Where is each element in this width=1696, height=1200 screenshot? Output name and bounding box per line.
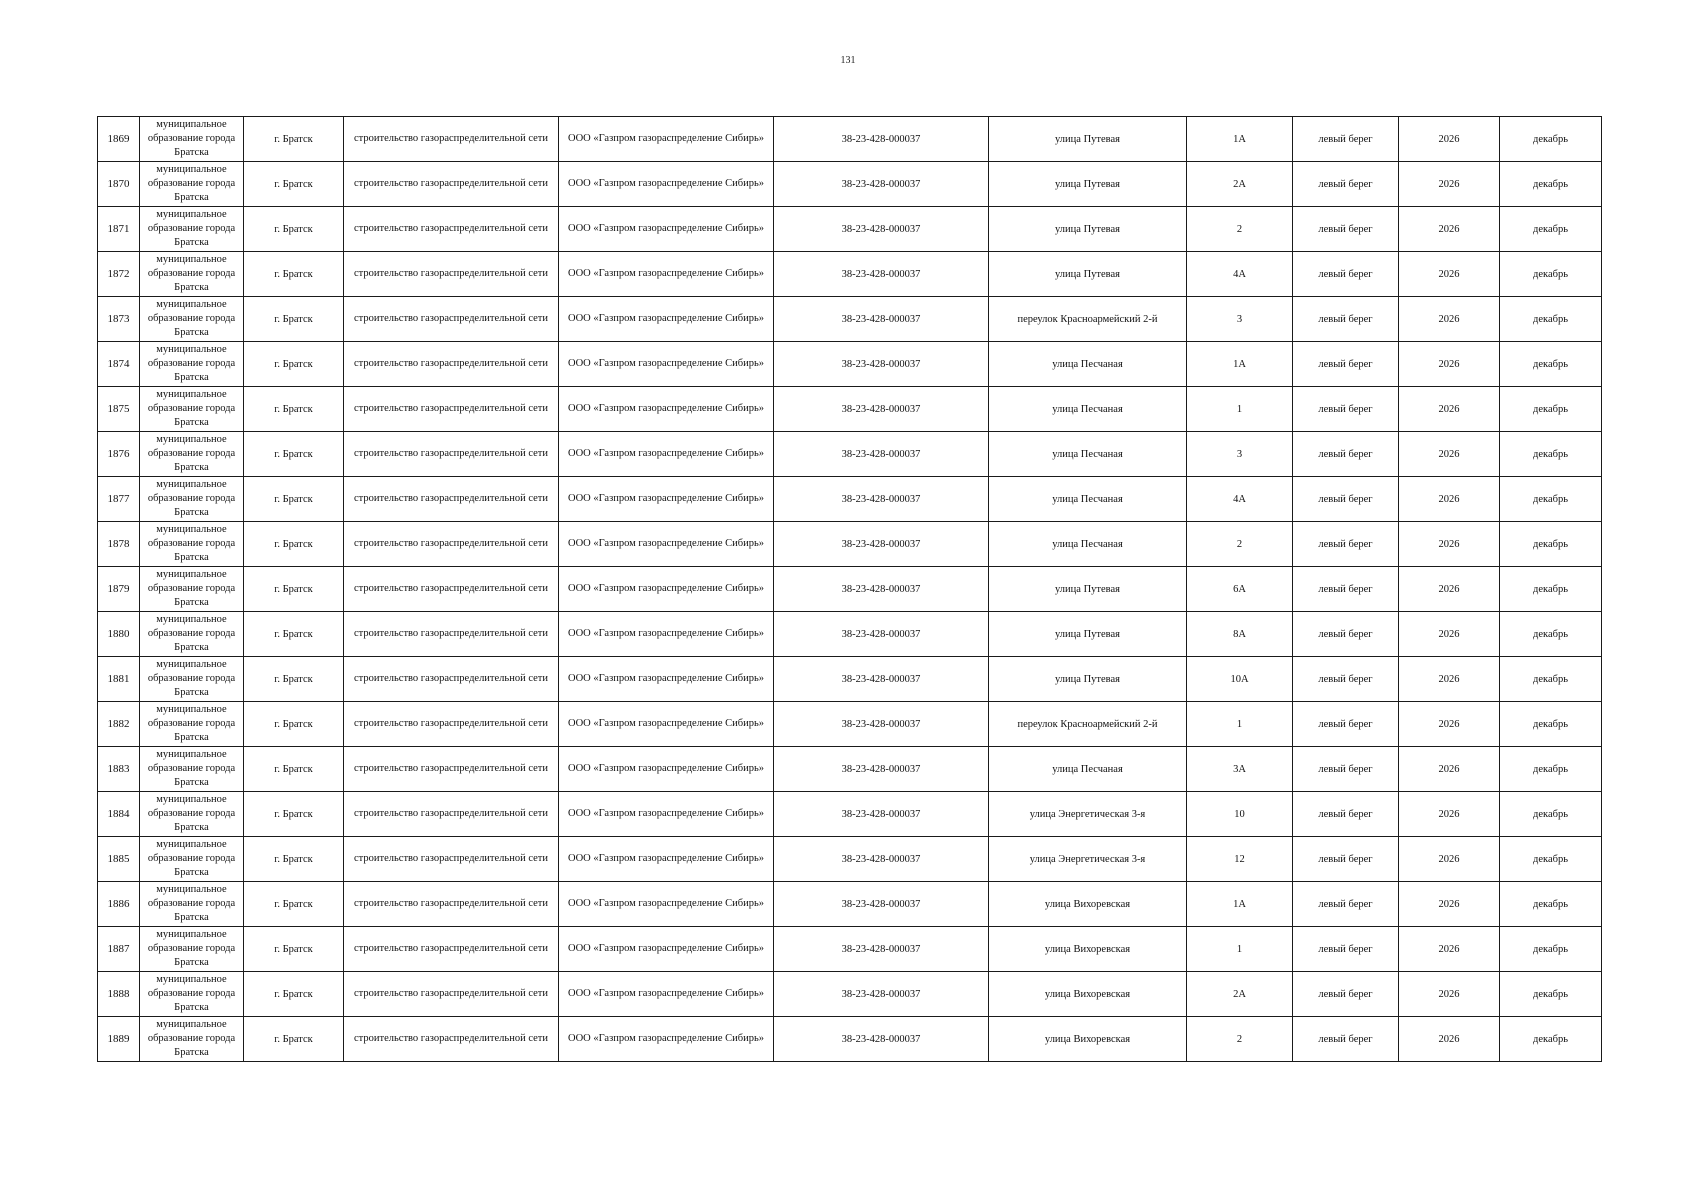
street-cell: улица Вихоревская <box>989 882 1187 927</box>
table-row <box>98 342 1602 387</box>
table-row <box>98 162 1602 207</box>
municipality-cell: муниципальное образование города Братска <box>140 522 244 567</box>
organization-cell: ООО «Газпром газораспределение Сибирь» <box>559 297 774 342</box>
river-bank-cell: левый берег <box>1293 117 1399 162</box>
organization-cell: ООО «Газпром газораспределение Сибирь» <box>559 657 774 702</box>
municipality-cell: муниципальное образование города Братска <box>140 837 244 882</box>
object-code-cell: 38-23-428-000037 <box>774 432 989 477</box>
row-number: 1870 <box>98 162 140 207</box>
gas-network-table <box>97 116 1602 1062</box>
month-cell: декабрь <box>1500 477 1602 522</box>
street-cell: переулок Красноармейский 2-й <box>989 702 1187 747</box>
municipality-cell: муниципальное образование города Братска <box>140 117 244 162</box>
year-cell: 2026 <box>1399 477 1500 522</box>
house-number-cell: 3А <box>1187 747 1293 792</box>
municipality-cell: муниципальное образование города Братска <box>140 1017 244 1062</box>
organization-cell: ООО «Газпром газораспределение Сибирь» <box>559 1017 774 1062</box>
row-number: 1880 <box>98 612 140 657</box>
street-cell: улица Путевая <box>989 162 1187 207</box>
street-cell: улица Песчаная <box>989 342 1187 387</box>
object-code-cell: 38-23-428-000037 <box>774 882 989 927</box>
year-cell: 2026 <box>1399 657 1500 702</box>
city-cell: г. Братск <box>244 477 344 522</box>
row-number: 1873 <box>98 297 140 342</box>
organization-cell: ООО «Газпром газораспределение Сибирь» <box>559 387 774 432</box>
river-bank-cell: левый берег <box>1293 162 1399 207</box>
object-code-cell: 38-23-428-000037 <box>774 702 989 747</box>
street-cell: улица Энергетическая 3-я <box>989 792 1187 837</box>
object-code-cell: 38-23-428-000037 <box>774 387 989 432</box>
work-type-cell: строительство газораспределительной сети <box>344 972 559 1017</box>
municipality-cell: муниципальное образование города Братска <box>140 792 244 837</box>
work-type-cell: строительство газораспределительной сети <box>344 837 559 882</box>
work-type-cell: строительство газораспределительной сети <box>344 252 559 297</box>
organization-cell: ООО «Газпром газораспределение Сибирь» <box>559 837 774 882</box>
year-cell: 2026 <box>1399 567 1500 612</box>
year-cell: 2026 <box>1399 792 1500 837</box>
year-cell: 2026 <box>1399 252 1500 297</box>
table-row <box>98 477 1602 522</box>
organization-cell: ООО «Газпром газораспределение Сибирь» <box>559 477 774 522</box>
organization-cell: ООО «Газпром газораспределение Сибирь» <box>559 342 774 387</box>
work-type-cell: строительство газораспределительной сети <box>344 342 559 387</box>
year-cell: 2026 <box>1399 747 1500 792</box>
street-cell: улица Вихоревская <box>989 1017 1187 1062</box>
organization-cell: ООО «Газпром газораспределение Сибирь» <box>559 567 774 612</box>
house-number-cell: 2А <box>1187 972 1293 1017</box>
year-cell: 2026 <box>1399 387 1500 432</box>
city-cell: г. Братск <box>244 792 344 837</box>
table-row <box>98 657 1602 702</box>
year-cell: 2026 <box>1399 882 1500 927</box>
organization-cell: ООО «Газпром газораспределение Сибирь» <box>559 972 774 1017</box>
city-cell: г. Братск <box>244 837 344 882</box>
city-cell: г. Братск <box>244 702 344 747</box>
house-number-cell: 4А <box>1187 477 1293 522</box>
table-row <box>98 252 1602 297</box>
house-number-cell: 1 <box>1187 702 1293 747</box>
table-row <box>98 117 1602 162</box>
table-row <box>98 297 1602 342</box>
object-code-cell: 38-23-428-000037 <box>774 297 989 342</box>
organization-cell: ООО «Газпром газораспределение Сибирь» <box>559 927 774 972</box>
work-type-cell: строительство газораспределительной сети <box>344 117 559 162</box>
work-type-cell: строительство газораспределительной сети <box>344 567 559 612</box>
river-bank-cell: левый берег <box>1293 612 1399 657</box>
year-cell: 2026 <box>1399 297 1500 342</box>
page-number: 131 <box>840 55 856 66</box>
object-code-cell: 38-23-428-000037 <box>774 207 989 252</box>
table-row <box>98 972 1602 1017</box>
house-number-cell: 2 <box>1187 207 1293 252</box>
month-cell: декабрь <box>1500 837 1602 882</box>
river-bank-cell: левый берег <box>1293 522 1399 567</box>
row-number: 1879 <box>98 567 140 612</box>
month-cell: декабрь <box>1500 972 1602 1017</box>
work-type-cell: строительство газораспределительной сети <box>344 297 559 342</box>
municipality-cell: муниципальное образование города Братска <box>140 477 244 522</box>
month-cell: декабрь <box>1500 432 1602 477</box>
object-code-cell: 38-23-428-000037 <box>774 522 989 567</box>
month-cell: декабрь <box>1500 342 1602 387</box>
municipality-cell: муниципальное образование города Братска <box>140 342 244 387</box>
work-type-cell: строительство газораспределительной сети <box>344 657 559 702</box>
house-number-cell: 1 <box>1187 387 1293 432</box>
house-number-cell: 1А <box>1187 117 1293 162</box>
street-cell: улица Путевая <box>989 117 1187 162</box>
street-cell: улица Путевая <box>989 207 1187 252</box>
municipality-cell: муниципальное образование города Братска <box>140 207 244 252</box>
year-cell: 2026 <box>1399 612 1500 657</box>
object-code-cell: 38-23-428-000037 <box>774 477 989 522</box>
house-number-cell: 10А <box>1187 657 1293 702</box>
row-number: 1871 <box>98 207 140 252</box>
object-code-cell: 38-23-428-000037 <box>774 657 989 702</box>
year-cell: 2026 <box>1399 207 1500 252</box>
street-cell: улица Путевая <box>989 612 1187 657</box>
work-type-cell: строительство газораспределительной сети <box>344 432 559 477</box>
work-type-cell: строительство газораспределительной сети <box>344 882 559 927</box>
house-number-cell: 12 <box>1187 837 1293 882</box>
work-type-cell: строительство газораспределительной сети <box>344 612 559 657</box>
municipality-cell: муниципальное образование города Братска <box>140 702 244 747</box>
city-cell: г. Братск <box>244 432 344 477</box>
city-cell: г. Братск <box>244 252 344 297</box>
month-cell: декабрь <box>1500 252 1602 297</box>
city-cell: г. Братск <box>244 567 344 612</box>
organization-cell: ООО «Газпром газораспределение Сибирь» <box>559 162 774 207</box>
organization-cell: ООО «Газпром газораспределение Сибирь» <box>559 432 774 477</box>
city-cell: г. Братск <box>244 297 344 342</box>
street-cell: улица Путевая <box>989 657 1187 702</box>
city-cell: г. Братск <box>244 972 344 1017</box>
river-bank-cell: левый берег <box>1293 342 1399 387</box>
house-number-cell: 2А <box>1187 162 1293 207</box>
street-cell: улица Песчаная <box>989 477 1187 522</box>
work-type-cell: строительство газораспределительной сети <box>344 207 559 252</box>
municipality-cell: муниципальное образование города Братска <box>140 927 244 972</box>
month-cell: декабрь <box>1500 297 1602 342</box>
city-cell: г. Братск <box>244 747 344 792</box>
city-cell: г. Братск <box>244 657 344 702</box>
river-bank-cell: левый берег <box>1293 1017 1399 1062</box>
river-bank-cell: левый берег <box>1293 567 1399 612</box>
object-code-cell: 38-23-428-000037 <box>774 612 989 657</box>
month-cell: декабрь <box>1500 1017 1602 1062</box>
organization-cell: ООО «Газпром газораспределение Сибирь» <box>559 207 774 252</box>
table-row <box>98 792 1602 837</box>
municipality-cell: муниципальное образование города Братска <box>140 387 244 432</box>
row-number: 1875 <box>98 387 140 432</box>
table-row <box>98 747 1602 792</box>
river-bank-cell: левый берег <box>1293 297 1399 342</box>
river-bank-cell: левый берег <box>1293 702 1399 747</box>
street-cell: улица Песчаная <box>989 522 1187 567</box>
river-bank-cell: левый берег <box>1293 387 1399 432</box>
municipality-cell: муниципальное образование города Братска <box>140 747 244 792</box>
object-code-cell: 38-23-428-000037 <box>774 837 989 882</box>
row-number: 1886 <box>98 882 140 927</box>
year-cell: 2026 <box>1399 432 1500 477</box>
row-number: 1869 <box>98 117 140 162</box>
city-cell: г. Братск <box>244 1017 344 1062</box>
city-cell: г. Братск <box>244 522 344 567</box>
month-cell: декабрь <box>1500 612 1602 657</box>
work-type-cell: строительство газораспределительной сети <box>344 702 559 747</box>
municipality-cell: муниципальное образование города Братска <box>140 297 244 342</box>
table-row <box>98 207 1602 252</box>
month-cell: декабрь <box>1500 792 1602 837</box>
object-code-cell: 38-23-428-000037 <box>774 342 989 387</box>
object-code-cell: 38-23-428-000037 <box>774 1017 989 1062</box>
organization-cell: ООО «Газпром газораспределение Сибирь» <box>559 117 774 162</box>
river-bank-cell: левый берег <box>1293 837 1399 882</box>
table-row <box>98 387 1602 432</box>
house-number-cell: 2 <box>1187 1017 1293 1062</box>
house-number-cell: 10 <box>1187 792 1293 837</box>
work-type-cell: строительство газораспределительной сети <box>344 747 559 792</box>
row-number: 1884 <box>98 792 140 837</box>
municipality-cell: муниципальное образование города Братска <box>140 162 244 207</box>
municipality-cell: муниципальное образование города Братска <box>140 882 244 927</box>
house-number-cell: 1 <box>1187 927 1293 972</box>
municipality-cell: муниципальное образование города Братска <box>140 567 244 612</box>
river-bank-cell: левый берег <box>1293 432 1399 477</box>
month-cell: декабрь <box>1500 387 1602 432</box>
city-cell: г. Братск <box>244 342 344 387</box>
river-bank-cell: левый берег <box>1293 882 1399 927</box>
table-row <box>98 702 1602 747</box>
month-cell: декабрь <box>1500 522 1602 567</box>
work-type-cell: строительство газораспределительной сети <box>344 162 559 207</box>
work-type-cell: строительство газораспределительной сети <box>344 387 559 432</box>
house-number-cell: 3 <box>1187 297 1293 342</box>
object-code-cell: 38-23-428-000037 <box>774 252 989 297</box>
house-number-cell: 1А <box>1187 882 1293 927</box>
city-cell: г. Братск <box>244 882 344 927</box>
object-code-cell: 38-23-428-000037 <box>774 162 989 207</box>
table-row <box>98 522 1602 567</box>
river-bank-cell: левый берег <box>1293 927 1399 972</box>
object-code-cell: 38-23-428-000037 <box>774 972 989 1017</box>
street-cell: улица Путевая <box>989 252 1187 297</box>
table-row <box>98 432 1602 477</box>
table-body <box>98 117 1602 1062</box>
organization-cell: ООО «Газпром газораспределение Сибирь» <box>559 747 774 792</box>
street-cell: улица Песчаная <box>989 432 1187 477</box>
month-cell: декабрь <box>1500 567 1602 612</box>
city-cell: г. Братск <box>244 387 344 432</box>
river-bank-cell: левый берег <box>1293 747 1399 792</box>
house-number-cell: 3 <box>1187 432 1293 477</box>
house-number-cell: 8А <box>1187 612 1293 657</box>
work-type-cell: строительство газораспределительной сети <box>344 792 559 837</box>
object-code-cell: 38-23-428-000037 <box>774 927 989 972</box>
work-type-cell: строительство газораспределительной сети <box>344 477 559 522</box>
row-number: 1874 <box>98 342 140 387</box>
table-row <box>98 927 1602 972</box>
house-number-cell: 6А <box>1187 567 1293 612</box>
month-cell: декабрь <box>1500 162 1602 207</box>
year-cell: 2026 <box>1399 972 1500 1017</box>
row-number: 1889 <box>98 1017 140 1062</box>
row-number: 1887 <box>98 927 140 972</box>
row-number: 1883 <box>98 747 140 792</box>
row-number: 1878 <box>98 522 140 567</box>
municipality-cell: муниципальное образование города Братска <box>140 657 244 702</box>
municipality-cell: муниципальное образование города Братска <box>140 972 244 1017</box>
street-cell: переулок Красноармейский 2-й <box>989 297 1187 342</box>
river-bank-cell: левый берег <box>1293 972 1399 1017</box>
street-cell: улица Вихоревская <box>989 972 1187 1017</box>
city-cell: г. Братск <box>244 117 344 162</box>
year-cell: 2026 <box>1399 837 1500 882</box>
table-row <box>98 882 1602 927</box>
row-number: 1881 <box>98 657 140 702</box>
house-number-cell: 1А <box>1187 342 1293 387</box>
house-number-cell: 4А <box>1187 252 1293 297</box>
row-number: 1885 <box>98 837 140 882</box>
month-cell: декабрь <box>1500 117 1602 162</box>
street-cell: улица Песчаная <box>989 747 1187 792</box>
street-cell: улица Энергетическая 3-я <box>989 837 1187 882</box>
city-cell: г. Братск <box>244 162 344 207</box>
work-type-cell: строительство газораспределительной сети <box>344 522 559 567</box>
month-cell: декабрь <box>1500 882 1602 927</box>
table-row <box>98 1017 1602 1062</box>
month-cell: декабрь <box>1500 657 1602 702</box>
organization-cell: ООО «Газпром газораспределение Сибирь» <box>559 522 774 567</box>
work-type-cell: строительство газораспределительной сети <box>344 1017 559 1062</box>
municipality-cell: муниципальное образование города Братска <box>140 432 244 477</box>
year-cell: 2026 <box>1399 522 1500 567</box>
city-cell: г. Братск <box>244 207 344 252</box>
city-cell: г. Братск <box>244 927 344 972</box>
row-number: 1882 <box>98 702 140 747</box>
month-cell: декабрь <box>1500 207 1602 252</box>
year-cell: 2026 <box>1399 117 1500 162</box>
organization-cell: ООО «Газпром газораспределение Сибирь» <box>559 792 774 837</box>
street-cell: улица Песчаная <box>989 387 1187 432</box>
object-code-cell: 38-23-428-000037 <box>774 117 989 162</box>
municipality-cell: муниципальное образование города Братска <box>140 252 244 297</box>
municipality-cell: муниципальное образование города Братска <box>140 612 244 657</box>
object-code-cell: 38-23-428-000037 <box>774 747 989 792</box>
row-number: 1888 <box>98 972 140 1017</box>
table-row <box>98 837 1602 882</box>
row-number: 1872 <box>98 252 140 297</box>
month-cell: декабрь <box>1500 702 1602 747</box>
year-cell: 2026 <box>1399 162 1500 207</box>
table-row <box>98 567 1602 612</box>
river-bank-cell: левый берег <box>1293 477 1399 522</box>
row-number: 1877 <box>98 477 140 522</box>
work-type-cell: строительство газораспределительной сети <box>344 927 559 972</box>
house-number-cell: 2 <box>1187 522 1293 567</box>
year-cell: 2026 <box>1399 927 1500 972</box>
river-bank-cell: левый берег <box>1293 207 1399 252</box>
object-code-cell: 38-23-428-000037 <box>774 567 989 612</box>
river-bank-cell: левый берег <box>1293 252 1399 297</box>
row-number: 1876 <box>98 432 140 477</box>
organization-cell: ООО «Газпром газораспределение Сибирь» <box>559 612 774 657</box>
organization-cell: ООО «Газпром газораспределение Сибирь» <box>559 882 774 927</box>
street-cell: улица Вихоревская <box>989 927 1187 972</box>
year-cell: 2026 <box>1399 1017 1500 1062</box>
river-bank-cell: левый берег <box>1293 792 1399 837</box>
object-code-cell: 38-23-428-000037 <box>774 792 989 837</box>
river-bank-cell: левый берег <box>1293 657 1399 702</box>
street-cell: улица Путевая <box>989 567 1187 612</box>
month-cell: декабрь <box>1500 747 1602 792</box>
table-row <box>98 612 1602 657</box>
organization-cell: ООО «Газпром газораспределение Сибирь» <box>559 252 774 297</box>
city-cell: г. Братск <box>244 612 344 657</box>
year-cell: 2026 <box>1399 342 1500 387</box>
year-cell: 2026 <box>1399 702 1500 747</box>
month-cell: декабрь <box>1500 927 1602 972</box>
organization-cell: ООО «Газпром газораспределение Сибирь» <box>559 702 774 747</box>
